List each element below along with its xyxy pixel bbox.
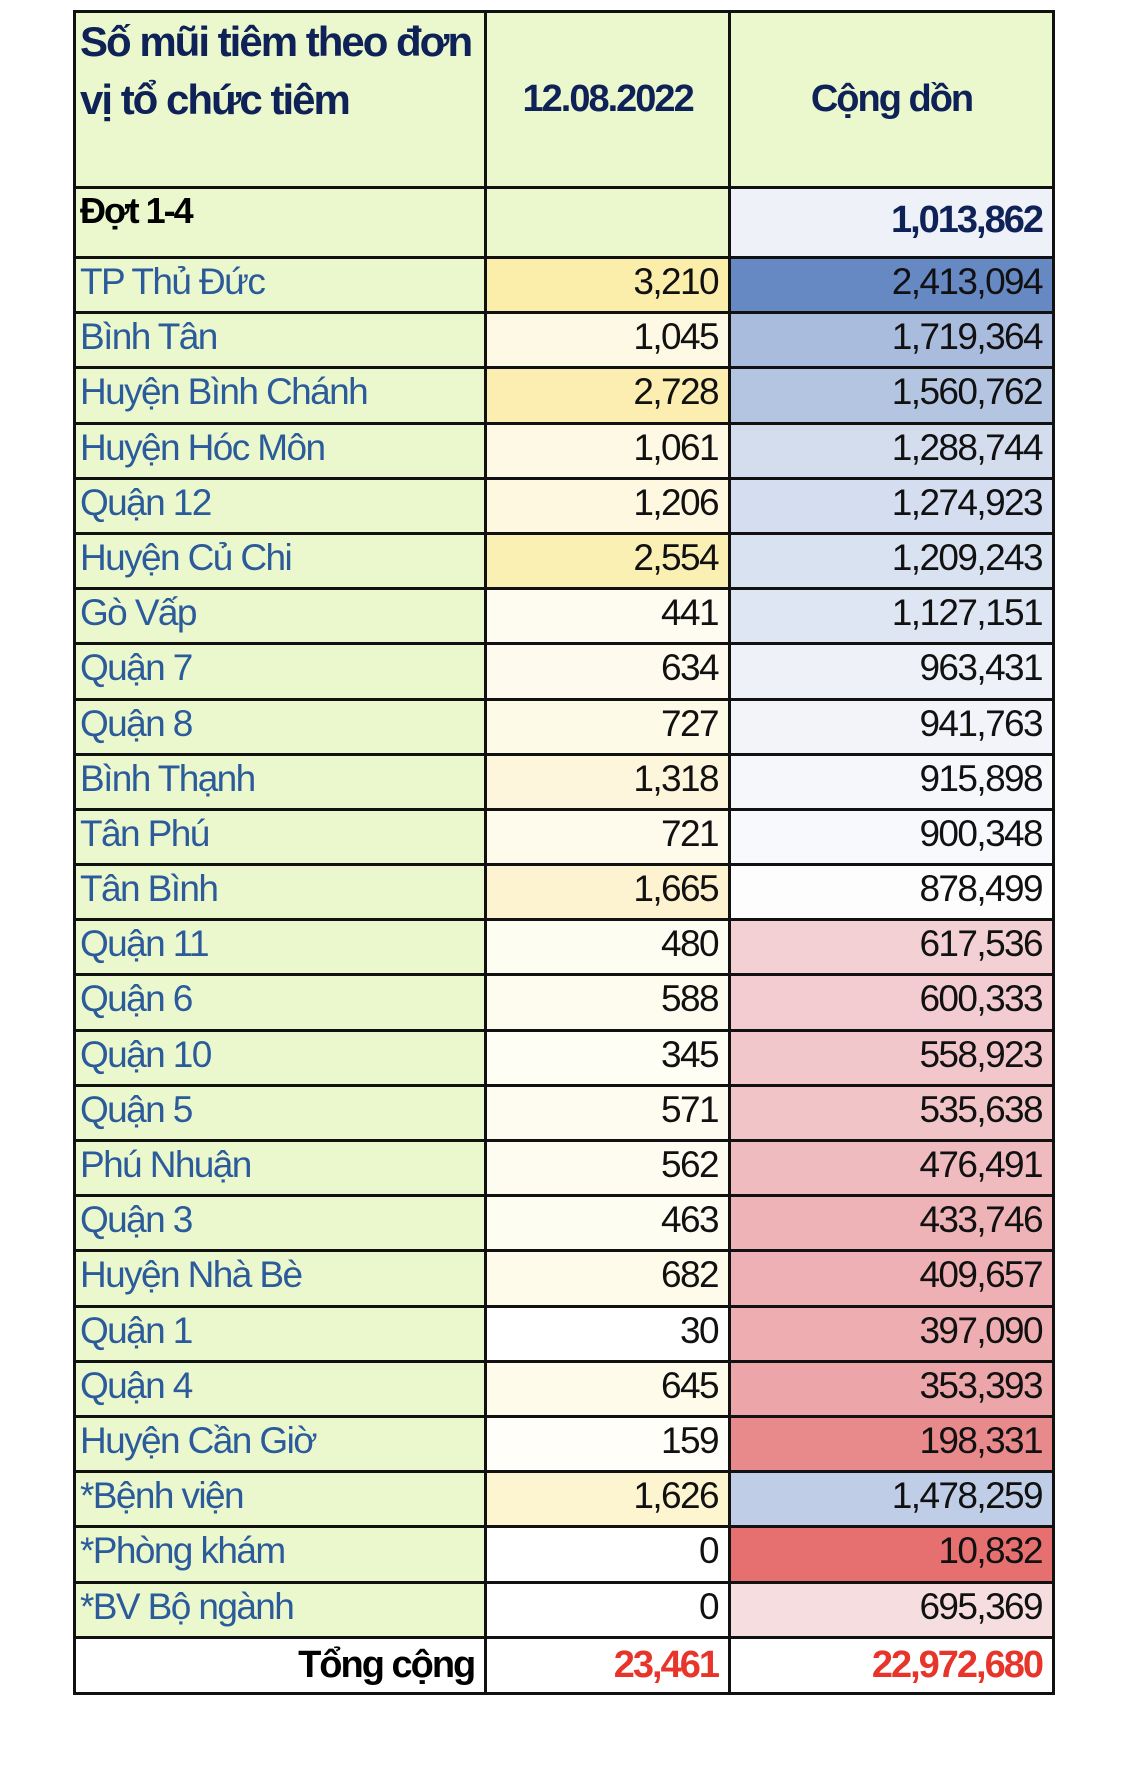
table-row (75, 699, 1054, 754)
daily-count-cell: 159 (486, 1416, 730, 1471)
table-row (75, 423, 1054, 478)
table-row (75, 1472, 1054, 1527)
table-row (75, 589, 1054, 644)
table-row (75, 1030, 1054, 1085)
cumulative-count-cell: 878,499 (729, 865, 1053, 920)
cumulative-count-cell: 900,348 (729, 809, 1053, 864)
daily-count-cell: 2,554 (486, 533, 730, 588)
unit-name-cell: Bình Tân (75, 313, 486, 368)
unit-name-cell: Quận 5 (75, 1085, 486, 1140)
table-row (75, 368, 1054, 423)
daily-count-cell: 0 (486, 1527, 730, 1582)
unit-name-cell: Quận 3 (75, 1196, 486, 1251)
unit-name-cell: Tân Bình (75, 865, 486, 920)
table-row (75, 313, 1054, 368)
daily-count-cell: 463 (486, 1196, 730, 1251)
table-row (75, 920, 1054, 975)
unit-name-cell: Huyện Hóc Môn (75, 423, 486, 478)
unit-name-cell: Quận 10 (75, 1030, 486, 1085)
unit-name-cell: Huyện Củ Chi (75, 533, 486, 588)
daily-count-cell: 1,626 (486, 1472, 730, 1527)
table-row (75, 1361, 1054, 1416)
unit-name-cell: Quận 12 (75, 478, 486, 533)
cumulative-count-cell: 397,090 (729, 1306, 1053, 1361)
batch-daily (486, 188, 730, 258)
cumulative-count-cell: 1,560,762 (729, 368, 1053, 423)
daily-count-cell: 30 (486, 1306, 730, 1361)
table-row (75, 975, 1054, 1030)
daily-count-cell: 1,206 (486, 478, 730, 533)
table-row (75, 644, 1054, 699)
total-label: Tổng cộng (75, 1637, 486, 1693)
unit-name-cell: Huyện Cần Giờ (75, 1416, 486, 1471)
table-row (75, 533, 1054, 588)
table-row (75, 1306, 1054, 1361)
cumulative-count-cell: 600,333 (729, 975, 1053, 1030)
unit-name-cell: Huyện Bình Chánh (75, 368, 486, 423)
batch-row (75, 188, 1054, 258)
daily-count-cell: 480 (486, 920, 730, 975)
table-row (75, 1141, 1054, 1196)
unit-name-cell: Quận 4 (75, 1361, 486, 1416)
unit-name-cell: Quận 8 (75, 699, 486, 754)
daily-count-cell: 571 (486, 1085, 730, 1140)
table-row (75, 1582, 1054, 1637)
daily-count-cell: 1,045 (486, 313, 730, 368)
total-row (75, 1637, 1054, 1693)
unit-name-cell: Gò Vấp (75, 589, 486, 644)
table-row (75, 1196, 1054, 1251)
daily-count-cell: 0 (486, 1582, 730, 1637)
cumulative-count-cell: 535,638 (729, 1085, 1053, 1140)
table-row (75, 258, 1054, 313)
unit-name-cell: Quận 1 (75, 1306, 486, 1361)
unit-name-cell: Quận 6 (75, 975, 486, 1030)
batch-cumulative: 1,013,862 (729, 188, 1053, 258)
unit-name-cell: Phú Nhuận (75, 1141, 486, 1196)
cumulative-count-cell: 353,393 (729, 1361, 1053, 1416)
batch-label: Đợt 1-4 (75, 188, 486, 258)
daily-count-cell: 1,061 (486, 423, 730, 478)
unit-name-cell: Bình Thạnh (75, 754, 486, 809)
unit-name-cell: Huyện Nhà Bè (75, 1251, 486, 1306)
daily-count-cell: 727 (486, 699, 730, 754)
daily-count-cell: 645 (486, 1361, 730, 1416)
cumulative-count-cell: 1,478,259 (729, 1472, 1053, 1527)
daily-count-cell: 3,210 (486, 258, 730, 313)
total-cumulative: 22,972,680 (729, 1637, 1053, 1693)
cumulative-count-cell: 476,491 (729, 1141, 1053, 1196)
cumulative-count-cell: 198,331 (729, 1416, 1053, 1471)
unit-name-cell: Quận 7 (75, 644, 486, 699)
unit-name-cell: *Phòng khám (75, 1527, 486, 1582)
cumulative-count-cell: 941,763 (729, 699, 1053, 754)
daily-count-cell: 721 (486, 809, 730, 864)
cumulative-count-cell: 963,431 (729, 644, 1053, 699)
total-daily: 23,461 (486, 1637, 730, 1693)
cumulative-count-cell: 1,719,364 (729, 313, 1053, 368)
cumulative-count-cell: 1,209,243 (729, 533, 1053, 588)
header-cumulative-column: Cộng dồn (729, 12, 1053, 188)
table-row (75, 809, 1054, 864)
cumulative-count-cell: 695,369 (729, 1582, 1053, 1637)
unit-name-cell: *Bệnh viện (75, 1472, 486, 1527)
unit-name-cell: TP Thủ Đức (75, 258, 486, 313)
table-row (75, 1416, 1054, 1471)
table-row (75, 1527, 1054, 1582)
daily-count-cell: 634 (486, 644, 730, 699)
cumulative-count-cell: 433,746 (729, 1196, 1053, 1251)
cumulative-count-cell: 409,657 (729, 1251, 1053, 1306)
cumulative-count-cell: 617,536 (729, 920, 1053, 975)
daily-count-cell: 682 (486, 1251, 730, 1306)
cumulative-count-cell: 2,413,094 (729, 258, 1053, 313)
cumulative-count-cell: 1,274,923 (729, 478, 1053, 533)
cumulative-count-cell: 1,127,151 (729, 589, 1053, 644)
table-row (75, 478, 1054, 533)
daily-count-cell: 562 (486, 1141, 730, 1196)
unit-name-cell: *BV Bộ ngành (75, 1582, 486, 1637)
unit-name-cell: Quận 11 (75, 920, 486, 975)
cumulative-count-cell: 915,898 (729, 754, 1053, 809)
table-row (75, 1251, 1054, 1306)
cumulative-count-cell: 558,923 (729, 1030, 1053, 1085)
daily-count-cell: 441 (486, 589, 730, 644)
daily-count-cell: 1,665 (486, 865, 730, 920)
unit-name-cell: Tân Phú (75, 809, 486, 864)
header-date-column: 12.08.2022 (486, 12, 730, 188)
cumulative-count-cell: 1,288,744 (729, 423, 1053, 478)
vaccination-table (73, 10, 1055, 1695)
daily-count-cell: 2,728 (486, 368, 730, 423)
table-row (75, 754, 1054, 809)
daily-count-cell: 1,318 (486, 754, 730, 809)
header-row (75, 12, 1054, 188)
daily-count-cell: 588 (486, 975, 730, 1030)
table-row (75, 1085, 1054, 1140)
header-unit-column: Số mũi tiêm theo đơn vị tổ chức tiêm (75, 12, 486, 188)
cumulative-count-cell: 10,832 (729, 1527, 1053, 1582)
table-row (75, 865, 1054, 920)
daily-count-cell: 345 (486, 1030, 730, 1085)
